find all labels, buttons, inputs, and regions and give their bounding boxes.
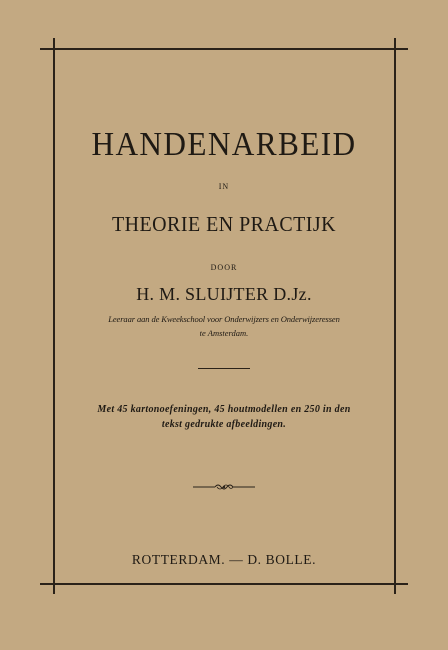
ornament-divider-icon xyxy=(193,482,255,492)
book-subtitle: THEORIE EN PRACTIJK xyxy=(111,212,337,236)
description-line1: Met 45 kartonoefeningen, 45 houtmodellen en 250 in den xyxy=(97,404,351,415)
separator-rule xyxy=(198,368,250,369)
title-page xyxy=(53,48,395,584)
author-name: H. M. SLUIJTER D.Jz. xyxy=(136,284,312,304)
author-credentials-line2: te Amsterdam. xyxy=(199,328,249,338)
book-title: HANDENARBEID xyxy=(91,126,357,163)
title-connector: IN xyxy=(218,182,230,191)
description-line2: tekst gedrukte afbeeldingen. xyxy=(161,419,287,430)
by-label: DOOR xyxy=(210,263,238,272)
author-credentials-line1: Leeraar aan de Kweekschool voor Onderwijzers en Onderwijzeressen xyxy=(108,314,340,324)
publisher-imprint: ROTTERDAM. — D. BOLLE. xyxy=(131,552,317,567)
